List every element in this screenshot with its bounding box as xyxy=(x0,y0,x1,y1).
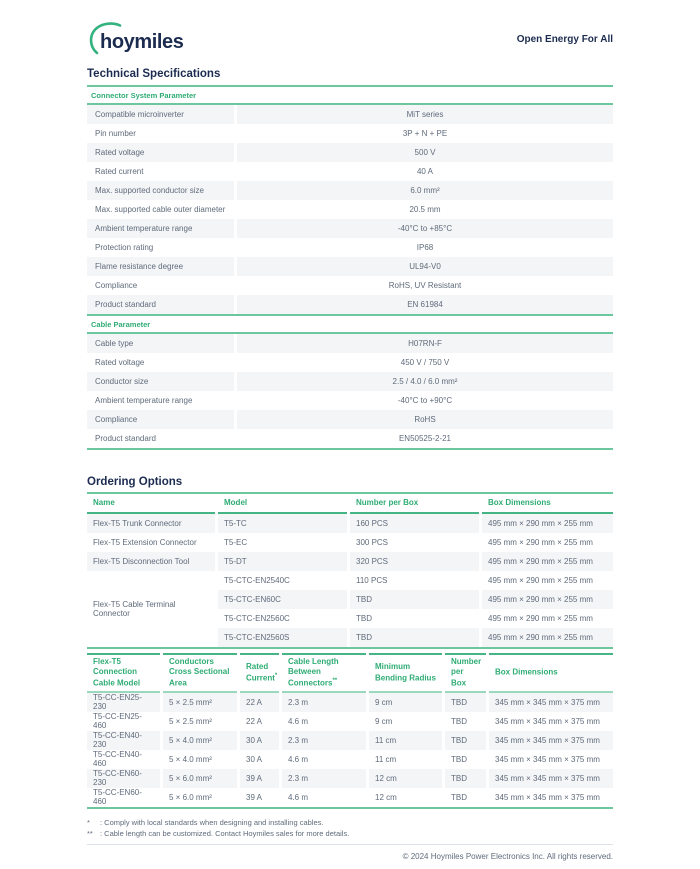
spec-value: 3P + N + PE xyxy=(237,124,613,143)
spec-label: Product standard xyxy=(87,429,234,448)
cell-dimensions: 495 mm × 290 mm × 255 mm xyxy=(482,571,613,590)
table-row xyxy=(87,731,613,750)
table-row xyxy=(87,571,613,590)
ordering-table xyxy=(84,494,616,647)
footnote xyxy=(87,817,613,828)
footnotes xyxy=(87,817,613,839)
cable-spec-table-wrap xyxy=(87,334,613,450)
column-header-cable-model: Flex-T5 Connection Cable Model xyxy=(87,653,160,693)
cell-dimensions: 495 mm × 290 mm × 255 mm xyxy=(482,552,613,571)
table-row xyxy=(87,391,613,410)
cell-name: Flex-T5 Trunk Connector xyxy=(87,514,215,533)
spec-label: Compliance xyxy=(87,410,234,429)
cell-dimensions: 345 mm × 345 mm × 375 mm xyxy=(489,750,613,769)
footnote-mark: * xyxy=(87,817,90,827)
table-row xyxy=(87,552,613,571)
cell-number: TBD xyxy=(445,788,486,807)
connector-spec-table xyxy=(84,105,616,314)
spec-value: UL94-V0 xyxy=(237,257,613,276)
page-header xyxy=(87,22,613,56)
spec-label: Compliance xyxy=(87,276,234,295)
spec-value: MiT series xyxy=(237,105,613,124)
spec-label: Rated voltage xyxy=(87,353,234,372)
cell-name: Flex-T5 Extension Connector xyxy=(87,533,215,552)
cell-number: TBD xyxy=(350,628,479,647)
cell-current: 39 A xyxy=(240,769,279,788)
cell-model: T5-CTC-EN2560C xyxy=(218,609,347,628)
spec-label: Pin number xyxy=(87,124,234,143)
cell-number: 320 PCS xyxy=(350,552,479,571)
spec-value: IP68 xyxy=(237,238,613,257)
spec-label: Product standard xyxy=(87,295,234,314)
cell-number: 160 PCS xyxy=(350,514,479,533)
spec-value: 40 A xyxy=(237,162,613,181)
spec-label: Cable type xyxy=(87,334,234,353)
table-row xyxy=(87,181,613,200)
cell-dimensions: 495 mm × 290 mm × 255 mm xyxy=(482,628,613,647)
cell-dimensions: 345 mm × 345 mm × 375 mm xyxy=(489,693,613,712)
spec-label: Rated voltage xyxy=(87,143,234,162)
table-row xyxy=(87,410,613,429)
spec-value: 6.0 mm² xyxy=(237,181,613,200)
table-row xyxy=(87,429,613,448)
table-header-row xyxy=(87,494,613,514)
section-cable-parameter: Cable Parameter xyxy=(87,316,613,334)
table-row xyxy=(87,334,613,353)
ordering-table-wrap xyxy=(87,494,613,649)
cell-model: T5-CC-EN25-230 xyxy=(87,693,160,712)
cell-dimensions: 345 mm × 345 mm × 375 mm xyxy=(489,788,613,807)
ordering-options-title: Ordering Options xyxy=(87,476,613,494)
cell-number: TBD xyxy=(445,731,486,750)
cell-area: 5 × 4.0 mm² xyxy=(163,731,237,750)
cell-dimensions: 495 mm × 290 mm × 255 mm xyxy=(482,590,613,609)
column-header-bending-radius: Minimum Bending Radius xyxy=(369,653,442,693)
cell-model: T5-TC xyxy=(218,514,347,533)
cell-area: 5 × 4.0 mm² xyxy=(163,750,237,769)
footer-divider xyxy=(87,844,613,845)
spec-value: RoHS xyxy=(237,410,613,429)
cell-number: TBD xyxy=(445,769,486,788)
cell-model: T5-CC-EN40-460 xyxy=(87,750,160,769)
cell-current: 22 A xyxy=(240,693,279,712)
footnote-mark: ** xyxy=(87,828,93,838)
spec-value: 20.5 mm xyxy=(237,200,613,219)
spec-value: -40°C to +90°C xyxy=(237,391,613,410)
table-row xyxy=(87,219,613,238)
spec-label: Protection rating xyxy=(87,238,234,257)
table-header-row xyxy=(87,653,613,693)
cell-current: 39 A xyxy=(240,788,279,807)
spec-value: 2.5 / 4.0 / 6.0 mm² xyxy=(237,372,613,391)
cell-area: 5 × 2.5 mm² xyxy=(163,712,237,731)
cell-model: T5-CTC-EN2560S xyxy=(218,628,347,647)
logo-text: hoymiles xyxy=(100,31,184,53)
cell-radius: 12 cm xyxy=(369,769,442,788)
cell-model: T5-CC-EN40-230 xyxy=(87,731,160,750)
copyright-text: © 2024 Hoymiles Power Electronics Inc. All rights reserved. xyxy=(402,851,613,861)
table-row xyxy=(87,124,613,143)
cell-current: 22 A xyxy=(240,712,279,731)
cell-model: T5-CC-EN60-460 xyxy=(87,788,160,807)
spec-label: Ambient temperature range xyxy=(87,391,234,410)
cell-dimensions: 345 mm × 345 mm × 375 mm xyxy=(489,769,613,788)
table-row xyxy=(87,162,613,181)
column-header-number-per-box: Number per Box xyxy=(445,653,486,693)
cell-group-name: Flex-T5 Cable Terminal Connector xyxy=(87,571,215,647)
cell-model: T5-DT xyxy=(218,552,347,571)
table-row xyxy=(87,712,613,731)
cell-radius: 9 cm xyxy=(369,693,442,712)
cell-dimensions: 345 mm × 345 mm × 375 mm xyxy=(489,731,613,750)
cell-radius: 9 cm xyxy=(369,712,442,731)
connection-cable-table-wrap xyxy=(87,653,613,809)
cable-spec-table xyxy=(84,334,616,448)
hoymiles-logo xyxy=(87,22,191,56)
table-row xyxy=(87,105,613,124)
cell-length: 4.6 m xyxy=(282,712,366,731)
tech-specs-title: Technical Specifications xyxy=(87,68,613,87)
cell-length: 4.6 m xyxy=(282,750,366,769)
table-row xyxy=(87,143,613,162)
spec-value: 500 V xyxy=(237,143,613,162)
table-row xyxy=(87,769,613,788)
column-header-model: Model xyxy=(218,494,347,514)
cell-model: T5-CC-EN60-230 xyxy=(87,769,160,788)
spec-value: EN 61984 xyxy=(237,295,613,314)
cell-number: TBD xyxy=(445,750,486,769)
spec-value: RoHS, UV Resistant xyxy=(237,276,613,295)
column-header-cross-sectional-area: Conductors Cross Sectional Area xyxy=(163,653,237,693)
cell-current: 30 A xyxy=(240,750,279,769)
connection-cable-table xyxy=(84,653,616,807)
cell-number: 300 PCS xyxy=(350,533,479,552)
cell-dimensions: 345 mm × 345 mm × 375 mm xyxy=(489,712,613,731)
section-connector-system-parameter: Connector System Parameter xyxy=(87,87,613,105)
spec-label: Max. supported cable outer diameter xyxy=(87,200,234,219)
cell-number: TBD xyxy=(445,693,486,712)
cell-model: T5-EC xyxy=(218,533,347,552)
table-row xyxy=(87,372,613,391)
table-row xyxy=(87,533,613,552)
footnote-text: : Comply with local standards when designing and installing cables. xyxy=(100,817,324,827)
spec-value: 450 V / 750 V xyxy=(237,353,613,372)
cell-name: Flex-T5 Disconnection Tool xyxy=(87,552,215,571)
cell-number: 110 PCS xyxy=(350,571,479,590)
column-header-name: Name xyxy=(87,494,215,514)
table-row xyxy=(87,693,613,712)
column-header-number-per-box: Number per Box xyxy=(350,494,479,514)
spec-label: Compatible microinverter xyxy=(87,105,234,124)
spec-label: Flame resistance degree xyxy=(87,257,234,276)
footnote xyxy=(87,828,613,839)
table-row xyxy=(87,295,613,314)
cell-length: 2.3 m xyxy=(282,769,366,788)
spec-label: Max. supported conductor size xyxy=(87,181,234,200)
connector-spec-table-wrap xyxy=(87,105,613,316)
spec-label: Rated current xyxy=(87,162,234,181)
spec-label: Ambient temperature range xyxy=(87,219,234,238)
spec-value: -40°C to +85°C xyxy=(237,219,613,238)
brand-tagline: Open Energy For All xyxy=(516,33,613,45)
column-header-box-dimensions: Box Dimensions xyxy=(482,494,613,514)
cell-dimensions: 495 mm × 290 mm × 255 mm xyxy=(482,533,613,552)
cell-number: TBD xyxy=(350,609,479,628)
cell-dimensions: 495 mm × 290 mm × 255 mm xyxy=(482,514,613,533)
table-row xyxy=(87,276,613,295)
cell-number: TBD xyxy=(350,590,479,609)
cell-model: T5-CC-EN25-460 xyxy=(87,712,160,731)
cell-area: 5 × 6.0 mm² xyxy=(163,788,237,807)
cell-dimensions: 495 mm × 290 mm × 255 mm xyxy=(482,609,613,628)
cell-number: TBD xyxy=(445,712,486,731)
column-header-rated-current: Rated Current* xyxy=(240,653,279,693)
cell-length: 2.3 m xyxy=(282,693,366,712)
spec-value: H07RN-F xyxy=(237,334,613,353)
cell-radius: 12 cm xyxy=(369,788,442,807)
spec-label: Conductor size xyxy=(87,372,234,391)
table-row xyxy=(87,353,613,372)
cell-area: 5 × 2.5 mm² xyxy=(163,693,237,712)
cell-radius: 11 cm xyxy=(369,750,442,769)
table-row xyxy=(87,200,613,219)
column-header-cable-length: Cable Length Between Connectors** xyxy=(282,653,366,693)
table-row xyxy=(87,238,613,257)
cell-radius: 11 cm xyxy=(369,731,442,750)
cell-model: T5-CTC-EN2540C xyxy=(218,571,347,590)
table-row xyxy=(87,788,613,807)
spec-value: EN50525-2-21 xyxy=(237,429,613,448)
table-row xyxy=(87,514,613,533)
cell-model: T5-CTC-EN60C xyxy=(218,590,347,609)
cell-length: 4.6 m xyxy=(282,788,366,807)
cell-current: 30 A xyxy=(240,731,279,750)
cell-length: 2.3 m xyxy=(282,731,366,750)
table-row xyxy=(87,257,613,276)
cell-area: 5 × 6.0 mm² xyxy=(163,769,237,788)
column-header-box-dimensions: Box Dimensions xyxy=(489,653,613,693)
footnote-text: : Cable length can be customized. Contact Hoymiles sales for more details. xyxy=(100,828,350,838)
table-row xyxy=(87,750,613,769)
